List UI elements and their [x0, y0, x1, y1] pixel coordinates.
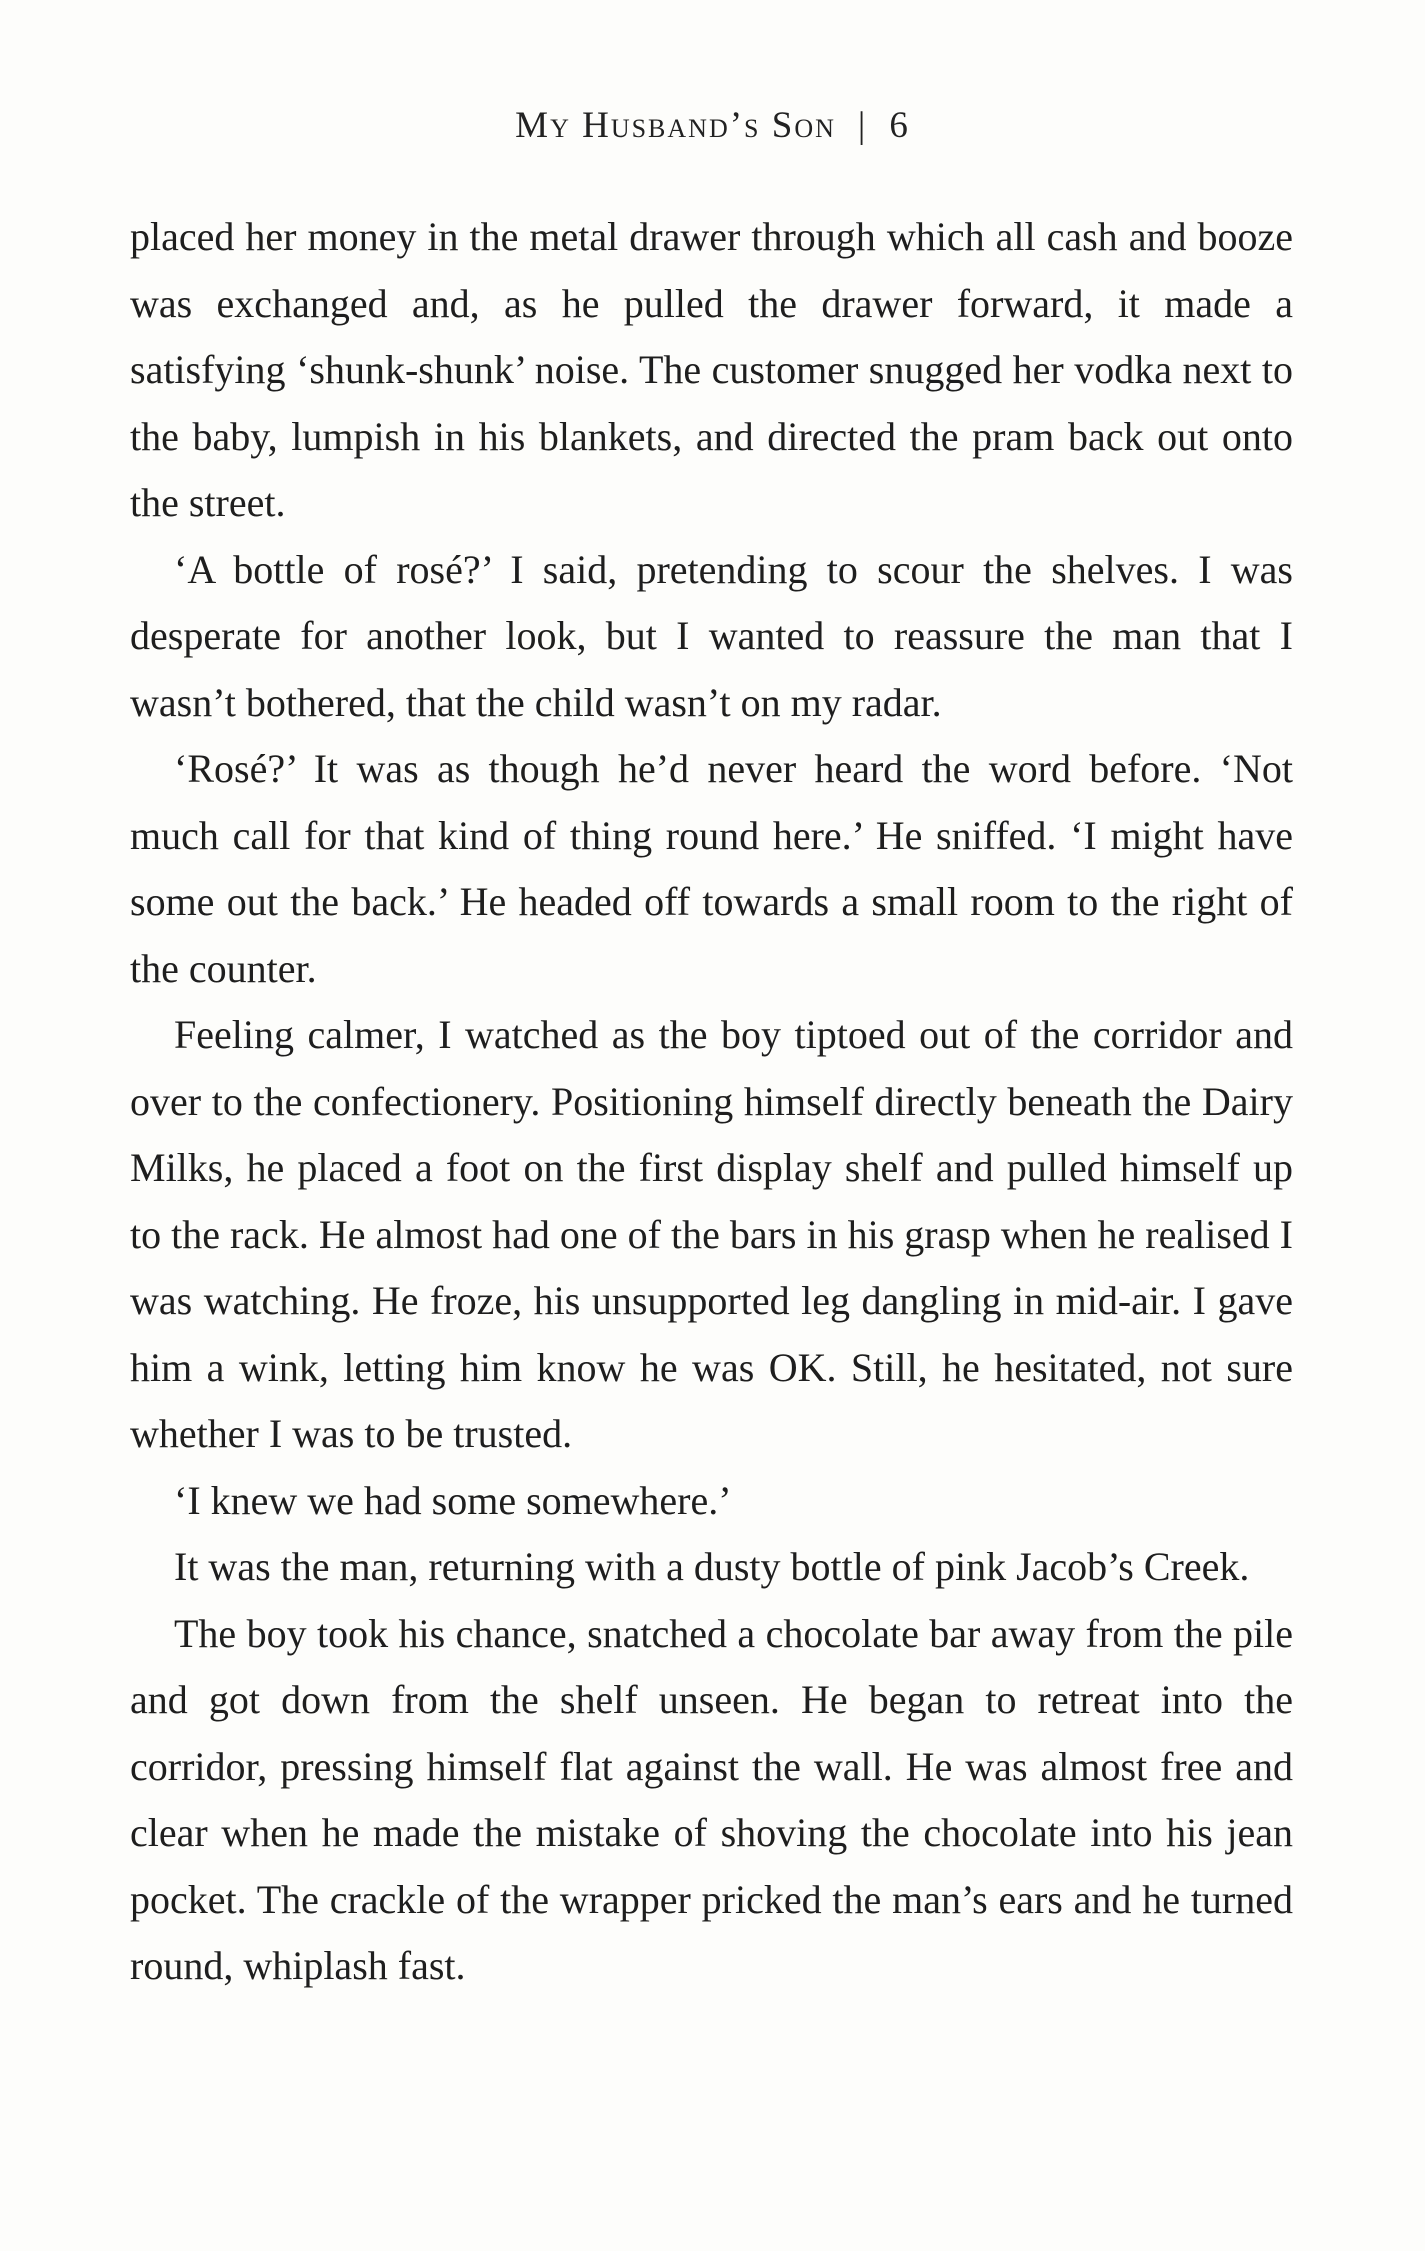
book-title: My Husband’s Son	[515, 105, 836, 146]
paragraph: ‘Rosé?’ It was as though he’d never heard the word before. ‘Not much call for that kind of thing round here.’ He sniffed. ‘I might have some out the back.’ He headed off towards a small room to the right of the counter.	[130, 746, 1293, 991]
paragraph: The boy took his chance, snatched a chocolate bar away from the pile and got down from the shelf unseen. He began to retreat into the corridor, pressing himself flat against the wall. He was almost free and clear when he made the mistake of shoving the chocolate into his jean pocket. The crackle of the wrapper pricked the man’s ears and he turned round, whiplash fast.	[130, 1610, 1293, 1988]
paragraph: ‘A bottle of rosé?’ I said, pretending to scour the shelves. I was desperate for another look, but I wanted to reassure the man that I wasn’t bothered, that the child wasn’t on my radar.	[130, 546, 1293, 725]
paragraph: Feeling calmer, I watched as the boy tiptoed out of the corridor and over to the confectionery. Positioning himself directly beneath the Dairy Milks, he placed a foot on the first display shelf and pulled himself up to the rack. He almost had one of the bars in his grasp when he realised I was watching. He froze, his unsupported leg dangling in mid-air. I gave him a wink, letting him know he was OK. Still, he hesitated, not sure whether I was to be trusted.	[130, 1012, 1293, 1456]
paragraph: ‘I knew we had some somewhere.’	[174, 1477, 732, 1523]
body-text	[130, 204, 1293, 2000]
running-header	[0, 96, 1425, 156]
paragraph: placed her money in the metal drawer through which all cash and booze was exchanged and, as he pulled the drawer forward, it made a satisfying ‘shunk-shunk’ noise. The customer snugged her vodka next to the baby, lumpish in his blankets, and directed the pram back out onto the street.	[130, 214, 1293, 525]
header-separator: |	[857, 105, 868, 146]
page-number: 6	[889, 105, 910, 146]
paragraph: It was the man, returning with a dusty bottle of pink Jacob’s Creek.	[174, 1544, 1250, 1589]
